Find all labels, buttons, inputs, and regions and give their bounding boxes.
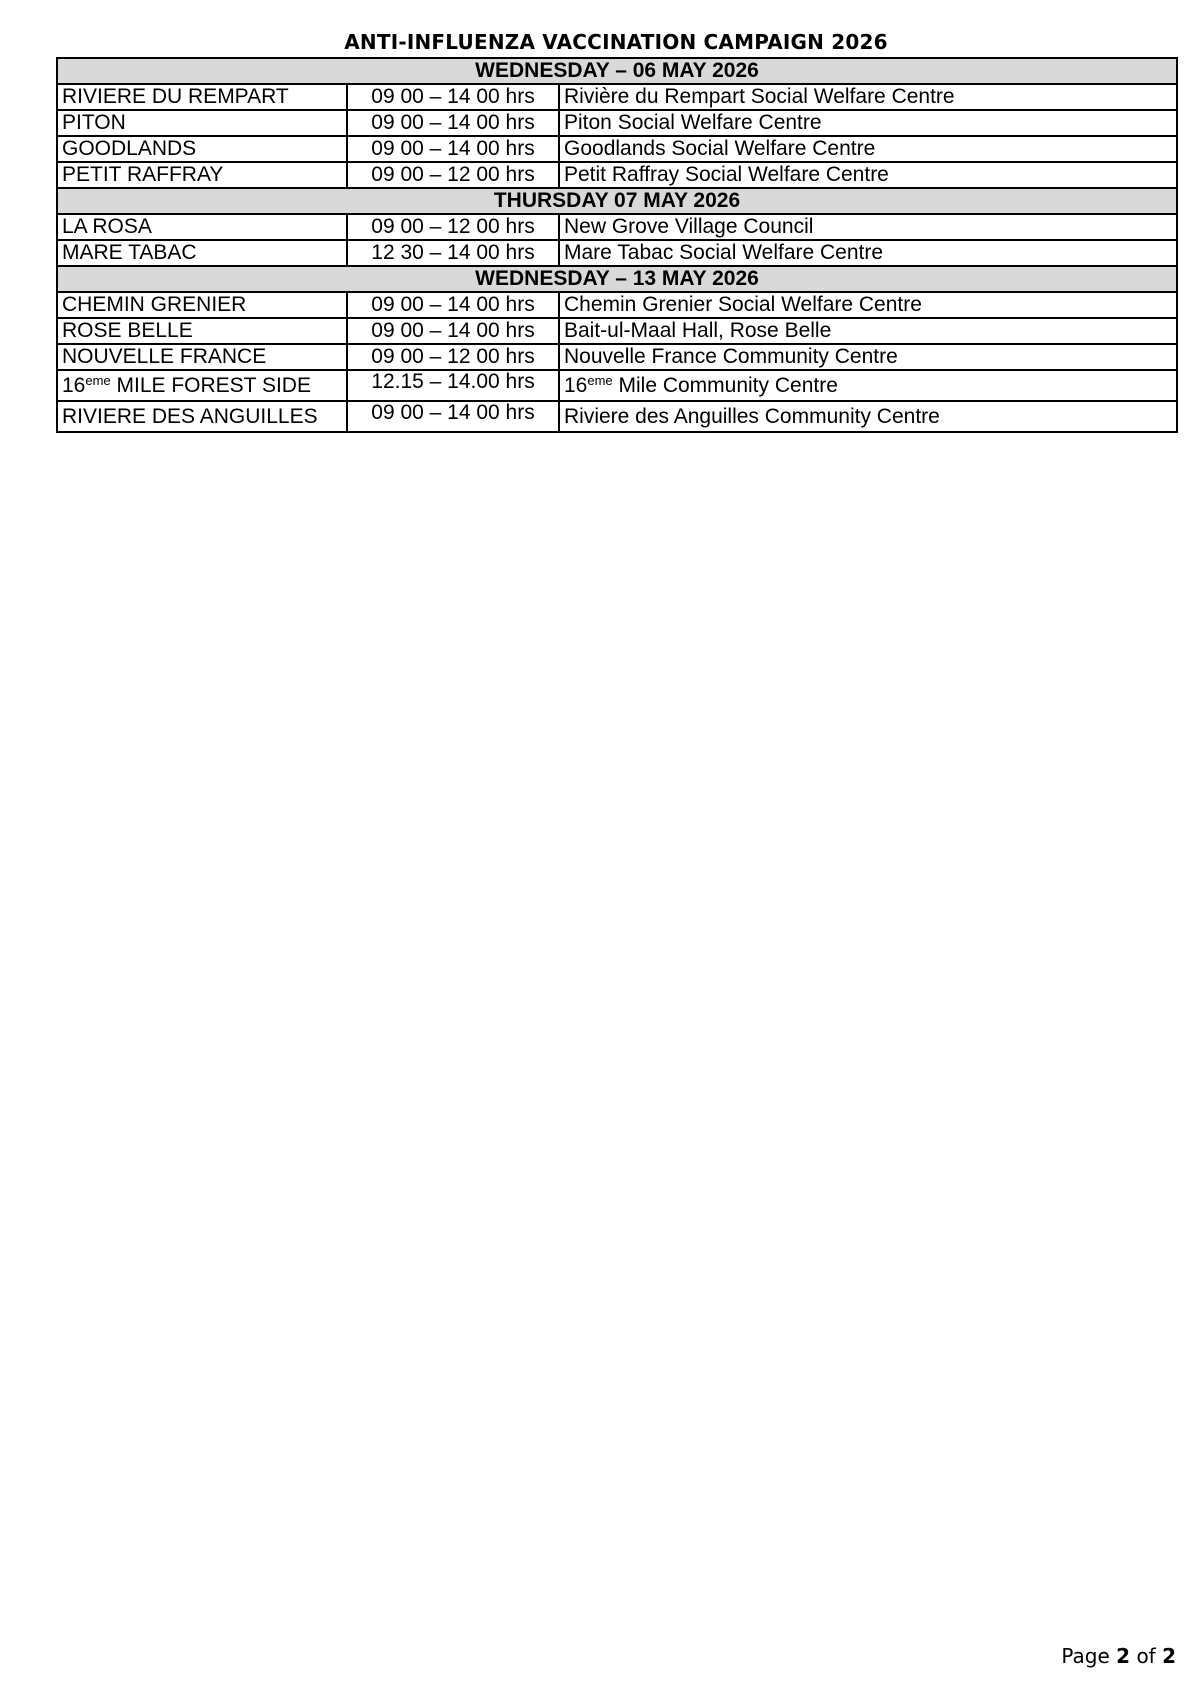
- venue-name: Mile Community Centre: [612, 374, 838, 397]
- time-cell: 09 00 – 14 00 hrs: [347, 110, 559, 136]
- table-row: [57, 318, 1177, 344]
- page-title: ANTI-INFLUENZA VACCINATION CAMPAIGN 2026: [344, 30, 888, 54]
- venue-cell: Goodlands Social Welfare Centre: [559, 136, 1177, 162]
- venue-cell: New Grove Village Council: [559, 214, 1177, 240]
- schedule-table: [56, 57, 1178, 433]
- table-row: [57, 136, 1177, 162]
- locality-cell: GOODLANDS: [57, 136, 347, 162]
- venue-cell: Nouvelle France Community Centre: [559, 344, 1177, 370]
- day-header: WEDNESDAY – 06 MAY 2026: [57, 58, 1177, 84]
- table-row: [57, 401, 1177, 432]
- locality-cell: CHEMIN GRENIER: [57, 292, 347, 318]
- day-header-row: [57, 188, 1177, 214]
- locality-cell: RIVIERE DU REMPART: [57, 84, 347, 110]
- locality-ordinal-number: 16: [62, 374, 86, 397]
- locality-cell: RIVIERE DES ANGUILLES: [57, 401, 347, 432]
- time-cell: 09 00 – 14 00 hrs: [347, 84, 559, 110]
- table-row: [57, 344, 1177, 370]
- day-header-row: [57, 266, 1177, 292]
- table-row: [57, 110, 1177, 136]
- venue-cell: Rivière du Rempart Social Welfare Centre: [559, 84, 1177, 110]
- locality-cell: MARE TABAC: [57, 240, 347, 266]
- locality-cell: [57, 370, 347, 401]
- venue-cell: [559, 370, 1177, 401]
- table-row: [57, 162, 1177, 188]
- day-header-row: [57, 58, 1177, 84]
- venue-cell: Bait-ul-Maal Hall, Rose Belle: [559, 318, 1177, 344]
- locality-cell: LA ROSA: [57, 214, 347, 240]
- time-cell: 09 00 – 14 00 hrs: [347, 401, 559, 432]
- venue-cell: Mare Tabac Social Welfare Centre: [559, 240, 1177, 266]
- locality-cell: PETIT RAFFRAY: [57, 162, 347, 188]
- venue-cell: Piton Social Welfare Centre: [559, 110, 1177, 136]
- page-label: Page: [1061, 1644, 1110, 1668]
- time-cell: 09 00 – 14 00 hrs: [347, 136, 559, 162]
- venue-cell: Chemin Grenier Social Welfare Centre: [559, 292, 1177, 318]
- time-cell: 09 00 – 12 00 hrs: [347, 214, 559, 240]
- table-row: [57, 370, 1177, 401]
- time-cell: 12.15 – 14.00 hrs: [347, 370, 559, 401]
- time-cell: 09 00 – 14 00 hrs: [347, 318, 559, 344]
- venue-ordinal-number: 16: [564, 374, 588, 397]
- time-cell: 09 00 – 12 00 hrs: [347, 344, 559, 370]
- venue-cell: Petit Raffray Social Welfare Centre: [559, 162, 1177, 188]
- venue-ordinal-suffix: eme: [587, 373, 613, 388]
- time-cell: 09 00 – 14 00 hrs: [347, 292, 559, 318]
- day-header: THURSDAY 07 MAY 2026: [57, 188, 1177, 214]
- day-header: WEDNESDAY – 13 MAY 2026: [57, 266, 1177, 292]
- locality-cell: NOUVELLE FRANCE: [57, 344, 347, 370]
- page-number: [1061, 1642, 1176, 1670]
- table-row: [57, 292, 1177, 318]
- page-current: 2: [1116, 1644, 1131, 1668]
- time-cell: 09 00 – 12 00 hrs: [347, 162, 559, 188]
- locality-cell: PITON: [57, 110, 347, 136]
- venue-cell: Riviere des Anguilles Community Centre: [559, 401, 1177, 432]
- page-total: 2: [1162, 1644, 1176, 1668]
- locality-name: MILE FOREST SIDE: [110, 374, 311, 397]
- page-of: of: [1136, 1644, 1156, 1668]
- locality-cell: ROSE BELLE: [57, 318, 347, 344]
- time-cell: 12 30 – 14 00 hrs: [347, 240, 559, 266]
- table-row: [57, 84, 1177, 110]
- locality-ordinal-suffix: eme: [85, 373, 111, 388]
- table-row: [57, 240, 1177, 266]
- table-row: [57, 214, 1177, 240]
